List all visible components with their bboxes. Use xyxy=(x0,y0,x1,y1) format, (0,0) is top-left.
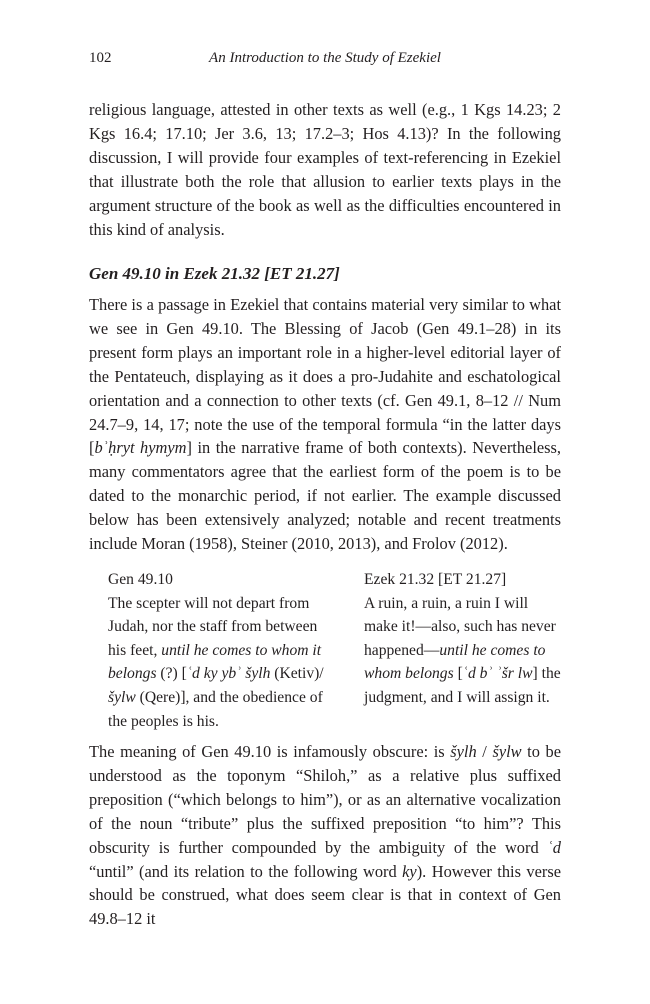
text-run: The meaning of Gen 49.10 is infamously obscure: is xyxy=(89,742,451,761)
transliteration: ʿd ky ybʾ šylh xyxy=(186,665,271,683)
transliteration: šylh xyxy=(450,742,477,761)
transliteration: ky xyxy=(402,861,417,881)
text-run: ). However this verse should be construed, what does seem clear is that in context of Gen 49.8–12 it xyxy=(89,861,561,929)
page-number: 102 xyxy=(89,50,112,66)
gen-49-10-column xyxy=(108,568,333,733)
column-heading: Ezek 21.32 [ET 21.27] xyxy=(364,571,507,588)
text-run: There is a passage in Ezekiel that contains material very similar to what we see in Gen 49.10. The Blessing of Jacob (Gen 49.1–28) in its present form plays an important role in a higher-level editorial layer of the Pentateuch, displaying as it does a pro-Judahite and eschatological orientation and a connection to other texts (cf. Gen 49.1, 8–12 // Num 24.7–9, 14, 17; note the use of the temporal formula “in the latter days [ xyxy=(89,295,561,458)
column-heading: Gen 49.10 xyxy=(108,571,173,588)
transliteration: šylw xyxy=(492,742,522,761)
text-run: / xyxy=(476,742,493,761)
text-run: ] in the narrative frame of both contexts). Nevertheless, many commentators agree that the earliest form of the poem is to be dated to the monarchic period, if not earlier. The example discussed below has been extensively analyzed; notable and recent treatments include Moran (1958), Steiner (2010, 2013), and Frolov (2012). xyxy=(89,438,562,554)
italic-phrase: until he comes to whom belongs xyxy=(364,641,546,683)
paragraph-intro: religious language, attested in other texts as well (e.g., 1 Kgs 14.23; 2 Kgs 16.4; 17.10; Jer 3.6, 13; 17.2–3; Hos 4.13)? In the following discussion, I will provide four examples of text-referencing in Ezekiel that illustrate both the role that allusion to earlier texts plays in the argument structure of the book as well as the difficulties encountered in this kind of analysis. xyxy=(89,100,561,239)
text-run: to be understood as the toponym “Shiloh,” as a relative plus suffixed preposition (“which belongs to him”), or as an alternative vocalization of the noun “tribute” plus the suffixed preposition “to him”? This obscurity is further compounded by the ambiguity of the word xyxy=(89,742,561,857)
transliteration: ʿd xyxy=(547,837,561,857)
text-run: “until” (and its relation to the following word xyxy=(89,861,403,881)
ezek-21-32-column xyxy=(364,568,562,710)
text-run: (?) [ xyxy=(156,665,187,683)
text-run: The scepter will not depart from Judah, nor the staff from between his feet, xyxy=(108,594,318,659)
text-run: [ xyxy=(453,665,463,683)
paragraph-meaning xyxy=(89,740,561,931)
transliteration: bʾḥryt hymym xyxy=(94,438,187,458)
section-heading: Gen 49.10 in Ezek 21.32 [ET 21.27] xyxy=(89,264,340,283)
text-run: (Qere)], and the obedience of the peoples is his. xyxy=(108,688,323,730)
text-run: A ruin, a ruin, a ruin I will make it!—also, such has never happened— xyxy=(364,594,556,659)
text-run: (Ketiv)/ xyxy=(270,665,324,683)
paragraph-passage xyxy=(89,293,561,556)
transliteration: ʿd bʾ ʾšr lw xyxy=(462,665,533,683)
italic-phrase: until he comes to whom it belongs xyxy=(108,641,322,683)
running-title: An Introduction to the Study of Ezekiel xyxy=(209,50,441,66)
running-header xyxy=(89,50,561,72)
text-run: ] the judgment, and I will assign it. xyxy=(364,665,561,706)
transliteration: šylw xyxy=(108,688,136,706)
